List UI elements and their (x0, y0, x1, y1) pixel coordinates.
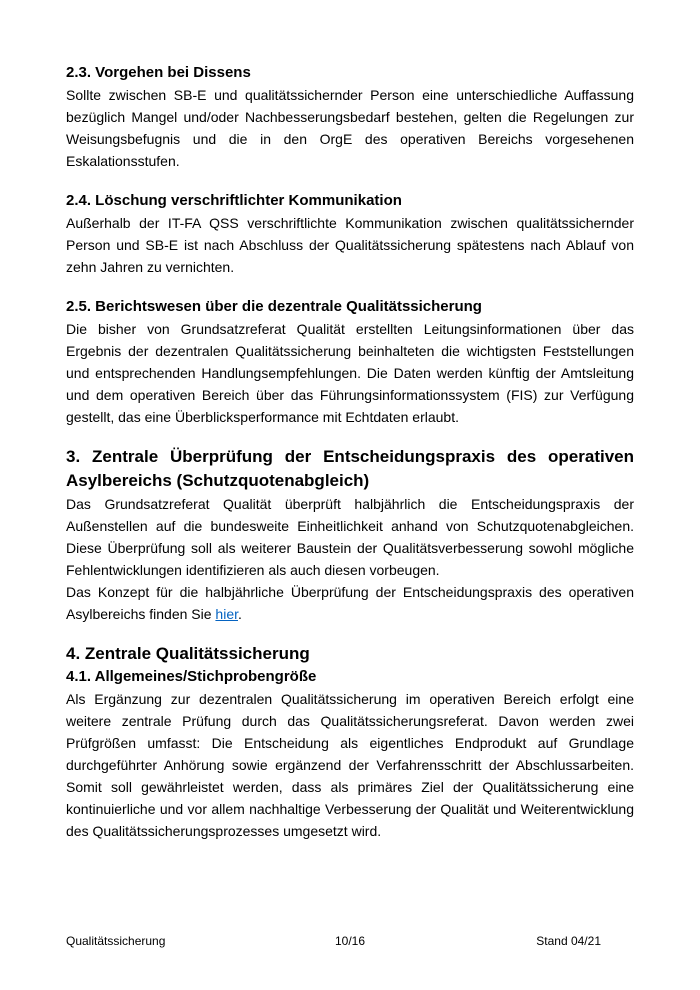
page-footer (66, 932, 634, 950)
spacer (66, 625, 634, 642)
section-body-3-suffix: . (238, 606, 242, 622)
footer-page-number: 10/16 (334, 934, 366, 948)
spacer (66, 428, 634, 445)
section-heading-4: 4. Zentrale Qualitätssicherung (66, 644, 310, 663)
footer-document-title: Qualitätssicherung (66, 934, 166, 948)
section-body-4-1: Als Ergänzung zur dezentralen Qualitätssicherung im operativen Bereich erfolgt eine weitere zentrale Prüfung durch das Qualitätssicherungsreferat. Davon werden zwei Prüfgrößen umfasst: Die Entscheidung als eigentliches Endprodukt auf Grundlage durchgeführter Anhörung sowie ergänzend der Verfahrensschritt der Abschlussarbeiten. Somit soll gewährleistet werden, dass als primäres Ziel der Qualitätssicherung eine kontinuierliche und vor allem nachhaltige Verbesserung der Qualität und Weiterentwicklung des Qualitätssicherungsprozesses umgesetzt wird. (66, 691, 634, 839)
section-heading-3: 3. Zentrale Überprüfung der Entscheidungspraxis des operativen Asylbereichs (Schutzquotenabgleich) (66, 447, 634, 490)
section-heading-2-5: 2.5. Berichtswesen über die dezentrale Qualitätssicherung (66, 298, 482, 315)
footer-version: Stand 04/21 (536, 934, 601, 948)
spacer (66, 172, 634, 190)
section-body-3-paragraph-1: Das Grundsatzreferat Qualität überprüft halbjährlich die Entscheidungspraxis der Außenstellen auf die bundesweite Einheitlichkeit anhand von Schutzquotenabgleichen. Diese Überprüfung soll als weiterer Baustein der Qualitätsverbesserung sowohl mögliche Fehlentwicklungen identifizieren als auch diesen vorbeugen. (66, 496, 634, 578)
section-heading-4-1: 4.1. Allgemeines/Stichprobengröße (66, 668, 317, 685)
section-body-2-5: Die bisher von Grundsatzreferat Qualität erstellten Leitungsinformationen über das Ergebnis der dezentralen Qualitätssicherung beinhalteten die wichtigsten Feststellungen und entsprechenden Handlungsempfehlungen. Die Daten werden künftig der Amtsleitung und dem operativen Bereich über das Führungsinformationssystem (FIS) zur Verfügung gestellt, das eine Überblicksperformance mit Echtdaten erlaubt. (66, 321, 634, 425)
section-body-2-3: Sollte zwischen SB-E und qualitätssichernder Person eine unterschiedliche Auffassung bezüglich Mangel und/oder Nachbesserungsbedarf bestehen, gelten die Regelungen zur Weisungsbefugnis und die in den OrgE des operativen Bereichs vorgesehenen Eskalationsstufen. (66, 87, 634, 169)
section-body-3-text: Das Konzept für die halbjährliche Überprüfung der Entscheidungspraxis des operativen Asylbereichs finden Sie (66, 584, 634, 622)
concept-link[interactable]: hier (215, 606, 238, 622)
section-heading-2-3: 2.3. Vorgehen bei Dissens (66, 64, 251, 81)
page-content (66, 62, 634, 842)
section-body-3-paragraph-2 (66, 581, 634, 625)
section-body-2-4: Außerhalb der IT-FA QSS verschriftlichte Kommunikation zwischen qualitätssichernder Person und SB-E ist nach Abschluss der Qualitätssicherung spätestens nach Ablauf von zehn Jahren zu vernichten. (66, 215, 634, 275)
spacer (66, 278, 634, 296)
section-heading-2-4: 2.4. Löschung verschriftlichter Kommunikation (66, 192, 402, 209)
